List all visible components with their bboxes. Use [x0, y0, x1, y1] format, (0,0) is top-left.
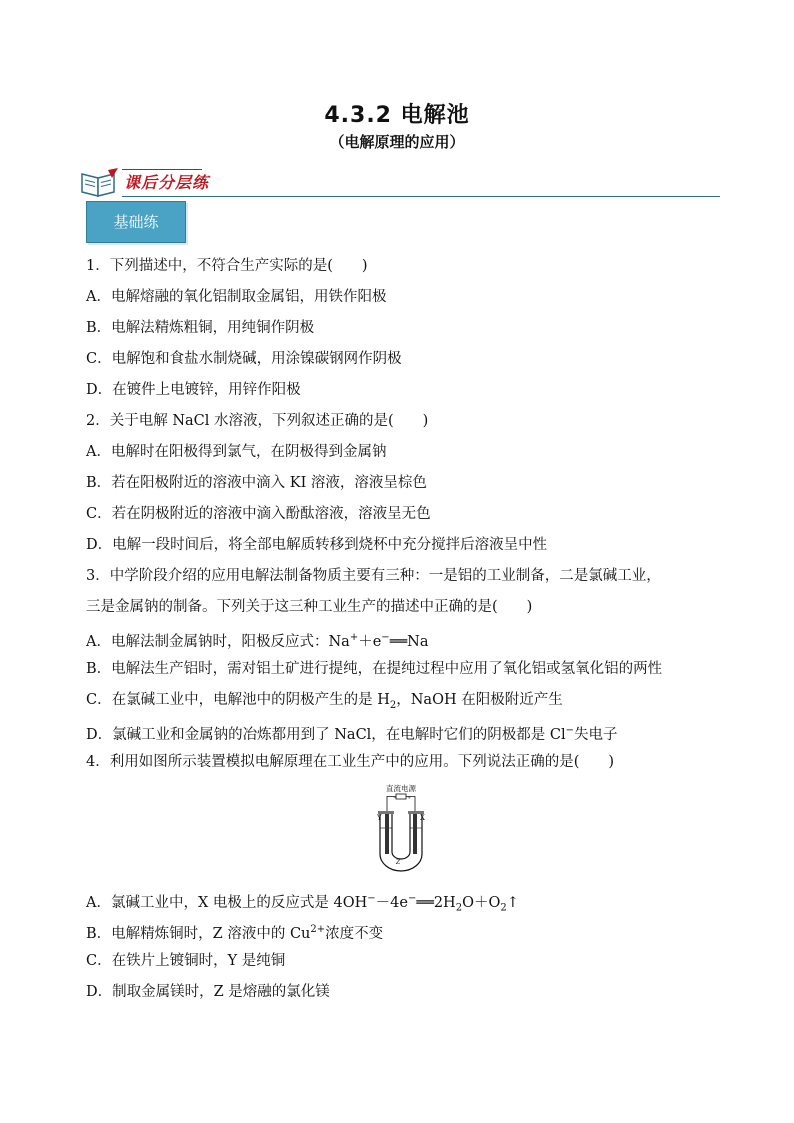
question-4-option-d: D．制取金属镁时，Z 是熔融的氯化镁	[86, 984, 330, 1000]
question-2-option-b: B．若在阳极附近的溶液中滴入 KI 溶液，溶液呈棕色	[86, 475, 427, 491]
subscript: 2	[455, 902, 463, 914]
question-1-option-a: A．电解熔融的氧化铝制取金属铝，用铁作阳极	[86, 289, 387, 305]
page-subtitle: （电解原理的应用）	[329, 133, 465, 151]
question-4-option-b-text: B．电解精炼铜时，Z 溶液中的 Cu	[86, 925, 311, 942]
question-3-option-c	[86, 690, 563, 716]
question-4-option-c: C．在铁片上镀铜时，Y 是纯铜	[86, 953, 286, 969]
charge-minus: −	[407, 893, 417, 904]
question-2-option-a: A．电解时在阳极得到氯气，在阴极得到金属钠	[86, 444, 387, 460]
question-4-option-a-text2: －4e	[375, 894, 408, 911]
subscript: 2	[500, 902, 507, 914]
electrolysis-apparatus-diagram	[368, 782, 434, 874]
charge-minus: −	[381, 632, 390, 643]
subscript: 2	[389, 699, 397, 711]
question-4-option-a-text: A．氯碱工业中，X 电极上的反应式是 4OH	[86, 894, 368, 911]
question-4-option-a-text3: ══2H	[416, 894, 456, 911]
question-3-option-d-text: D．氯碱工业和金属钠的冶炼都用到了 NaCl，在电解时它们的阴极都是 Cl	[86, 726, 566, 743]
power-source-label: 直流电源	[386, 784, 416, 793]
question-4-option-a-text5: ↑	[506, 894, 519, 911]
question-4-option-b-text2: 浓度不变	[325, 925, 384, 942]
plus-terminal: +	[407, 795, 412, 801]
question-3-option-d-text2: 失电子	[574, 726, 618, 743]
superscript: 2+	[310, 924, 326, 935]
charge-plus: +	[349, 632, 359, 643]
u-tube-inner	[392, 812, 410, 859]
question-4-option-b	[86, 920, 383, 944]
electrode-y	[385, 814, 389, 854]
electrode-y-label: Y	[377, 814, 382, 822]
power-source-box	[396, 794, 406, 799]
question-1-option-d: D．在镀件上电镀锌，用锌作阳极	[86, 382, 301, 398]
question-1-stem: 1．下列描述中，不符合生产实际的是( )	[86, 258, 368, 274]
question-4-option-a-text4: O＋O	[462, 894, 501, 911]
page-title: 4.3.2 电解池	[324, 103, 470, 128]
section-label: 课后分层练	[124, 173, 210, 192]
question-4-option-a	[86, 889, 519, 919]
question-3-option-a	[86, 628, 428, 652]
level-badge: 基础练	[86, 201, 186, 243]
charge-minus: −	[565, 725, 575, 736]
question-3-option-c-text: C．在氯碱工业中，电解池中的阴极产生的是 H	[86, 692, 390, 708]
question-1-option-c: C．电解饱和食盐水制烧碱，用涂镍碳钢网作阴极	[86, 351, 402, 367]
electrode-x	[413, 814, 417, 854]
question-3-option-a-text: A．电解法制金属钠时，阳极反应式：Na	[86, 633, 350, 650]
question-2-option-d: D．电解一段时间后，将全部电解质转移到烧杯中充分搅拌后溶液呈中性	[86, 537, 548, 553]
solution-z-label: Z	[396, 859, 401, 866]
question-3-option-d	[86, 721, 618, 745]
section-banner	[78, 166, 720, 200]
question-1-option-b: B．电解法精炼粗铜，用纯铜作阴极	[86, 320, 315, 336]
question-3-option-c-text2: ，NaOH 在阳极附近产生	[396, 692, 563, 708]
banner-rule	[122, 196, 720, 197]
question-2-option-c: C．若在阴极附近的溶液中滴入酚酞溶液，溶液呈无色	[86, 506, 431, 522]
question-3-option-a-text3: ══Na	[389, 633, 429, 650]
charge-minus: −	[367, 893, 376, 904]
question-3-option-a-text2: ＋e	[358, 633, 382, 650]
stopper-left	[378, 811, 394, 814]
electrode-x-label: X	[420, 814, 425, 822]
minus-terminal: −	[393, 795, 398, 801]
question-3-stem-line1: 3．中学阶段介绍的应用电解法制备物质主要有三种：一是铝的工业制备，二是氯碱工业，	[86, 568, 661, 584]
question-3-option-b: B．电解法生产铝时，需对铝土矿进行提纯，在提纯过程中应用了氧化铝或氢氧化铝的两性	[86, 661, 663, 677]
question-3-stem-line2: 三是金属钠的制备。下列关于这三种工业生产的描述中正确的是( )	[86, 599, 533, 615]
question-4-stem: 4．利用如图所示装置模拟电解原理在工业生产中的应用。下列说法正确的是( )	[86, 754, 615, 770]
stopper-right	[408, 811, 424, 814]
question-2-stem: 2．关于电解 NaCl 水溶液，下列叙述正确的是( )	[86, 413, 429, 429]
book-icon	[78, 168, 120, 198]
